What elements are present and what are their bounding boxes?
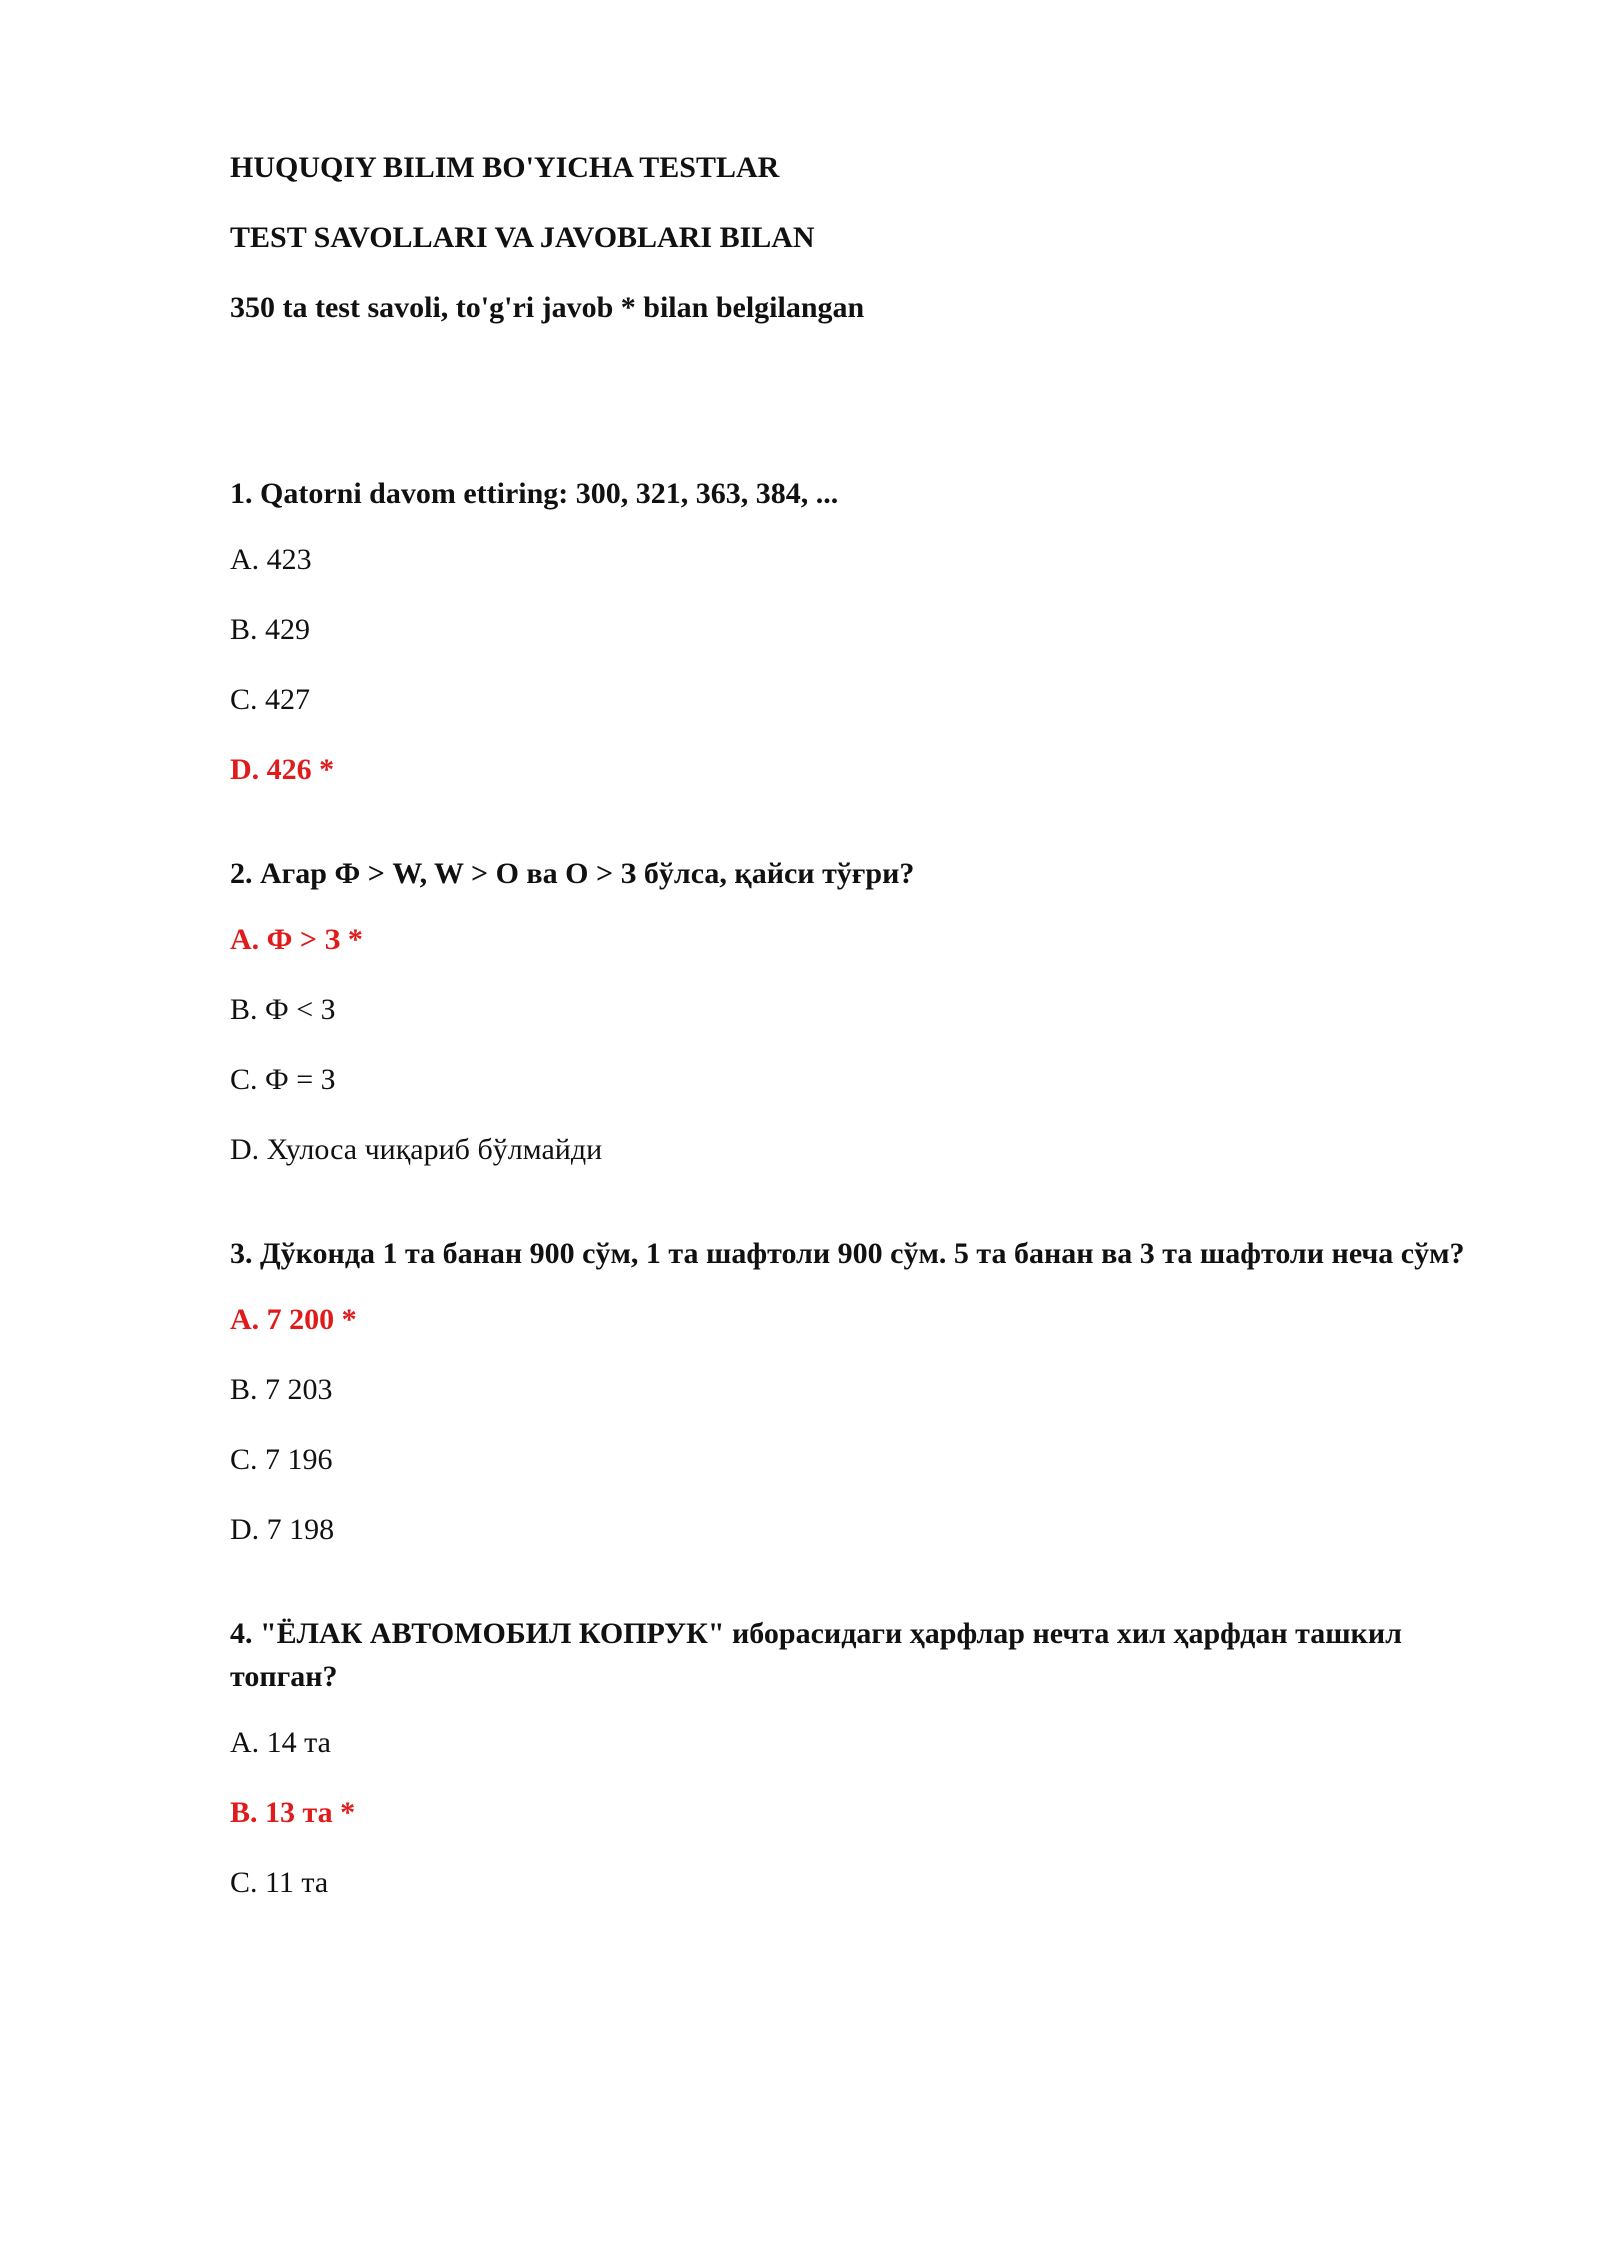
answer-option-d: D. 7 198 — [230, 1513, 335, 1546]
question-2 — [230, 852, 1500, 1168]
question-4 — [230, 1612, 1500, 1901]
answer-option-b: B. Ф < З — [230, 993, 336, 1026]
document-note: 350 ta test savoli, to'g'ri javob * bilan belgilangan — [230, 291, 865, 324]
answer-option-c: C. 427 — [230, 683, 311, 716]
correct-answer-option-a: A. 7 200 * — [230, 1303, 357, 1336]
answer-option-c: C. 11 та — [230, 1866, 329, 1899]
answer-option-b: B. 429 — [230, 613, 311, 646]
document-header — [230, 150, 1500, 326]
question-text: 2. Агар Ф > W, W > O ва O > З бўлса, қайси тўғри? — [230, 857, 915, 890]
answer-option-b: B. 7 203 — [230, 1373, 333, 1406]
question-text: 3. Дўконда 1 та банан 900 сўм, 1 та шафтоли 900 сўм. 5 та банан ва 3 та шафтоли неча сўм? — [230, 1237, 1465, 1270]
document-subtitle: TEST SAVOLLARI VA JAVOBLARI BILAN — [230, 221, 815, 254]
answer-option-a: A. 14 та — [230, 1726, 331, 1759]
answer-option-d: D. Хулоса чиқариб бўлмайди — [230, 1133, 603, 1166]
question-1 — [230, 472, 1500, 788]
correct-answer-option-d: D. 426 * — [230, 753, 335, 786]
document-title: HUQUQIY BILIM BO'YICHA TESTLAR — [230, 151, 780, 184]
correct-answer-option-b: B. 13 та * — [230, 1796, 356, 1829]
question-3 — [230, 1232, 1500, 1548]
document-content — [230, 150, 1500, 1965]
correct-answer-option-a: A. Ф > З * — [230, 923, 363, 956]
question-text: 1. Qatorni davom ettiring: 300, 321, 363, 384, ... — [230, 477, 839, 510]
answer-option-c: C. Ф = З — [230, 1063, 336, 1096]
answer-option-c: C. 7 196 — [230, 1443, 333, 1476]
answer-option-a: A. 423 — [230, 543, 312, 576]
question-text: 4. "ЁЛАК АВТОМОБИЛ КОПРУК" иборасидаги ҳарфлар нечта хил ҳарфдан ташкил топган? — [230, 1617, 1402, 1693]
